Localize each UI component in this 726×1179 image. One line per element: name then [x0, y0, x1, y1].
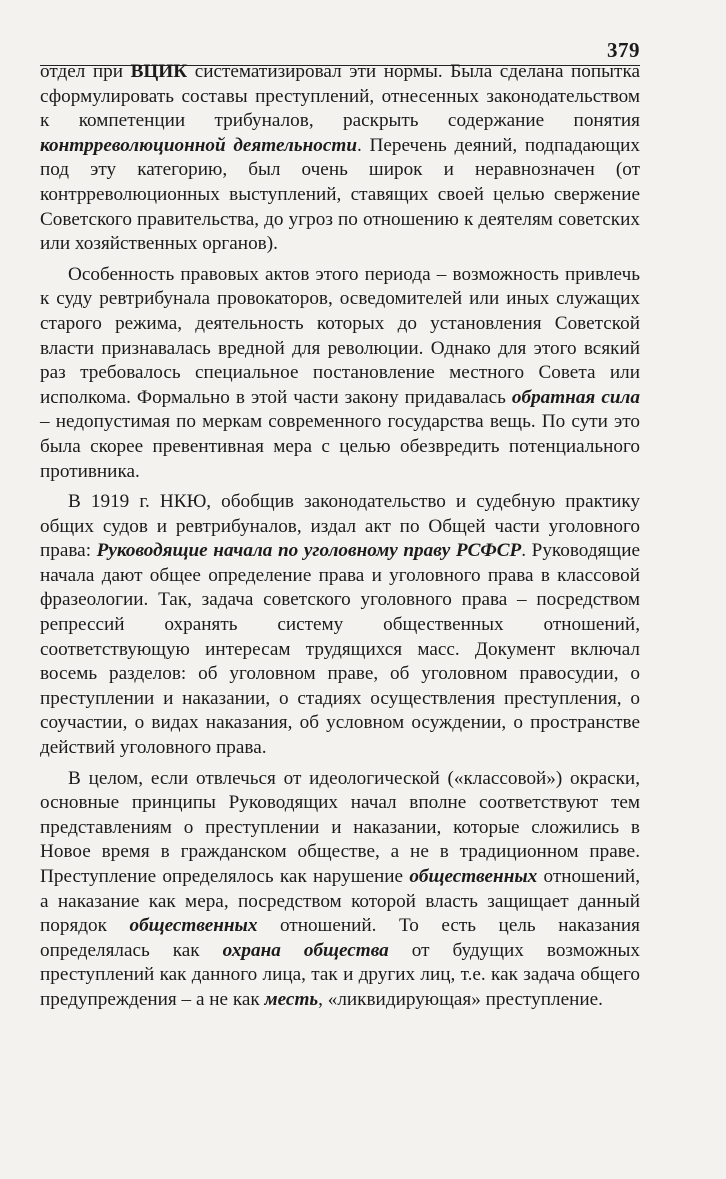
p4-text-2: отношений, а наказание как мера, посредством которой власть защищает данный порядок: [40, 866, 640, 937]
p1-emphasis-1: контрреволюционной деятельности: [40, 134, 357, 156]
page-number: 379: [607, 38, 640, 62]
p1-text-1: отдел при: [40, 61, 131, 82]
p2-emphasis-1: обратная сила: [511, 386, 640, 408]
body-text: [40, 60, 640, 1013]
p1-org-name: ВЦИК: [130, 61, 188, 82]
p4-emphasis-4: месть: [264, 988, 319, 1010]
p4-text-3: отношений. То есть цель наказания определялась как: [40, 915, 640, 961]
p4-text-4: от будущих возможных преступлений как данного лица, так и других лиц, т.е. как задача общего предупреждения – а не как: [40, 939, 640, 1010]
p2-text-1: Особенность правовых актов этого периода – возможность привлечь к суду ревтрибунала провокаторов, осведомителей или иных служащих старого режима, деятельность которых до установления Советской власти признавалась вредной для революции. Однако для этого всякий раз требовалось специальное постановление местного Совета или исполкома. Формально в этой части закону придавалась: [40, 263, 640, 408]
p3-text-2: . Руководящие начала дают общее определение права и уголовного права в классовой фразеологии. Так, задача советского уголовного права – посредством репрессий охранять систему общественных отношений, соответствующую интересам трудящихся масс. Документ включал восемь разделов: об уголовном праве, об уголовном правосудии, о преступлении и наказании, о стадиях осуществления преступления, о соучастии, о видах наказания, об условном осуждении, о пространстве действий уголовного права.: [40, 540, 640, 759]
p4-text-5: , «ликвидирующая» преступление.: [318, 988, 603, 1010]
paragraph-3: [40, 490, 640, 761]
p4-emphasis-2: общественных: [129, 915, 258, 937]
p2-text-2: – недопустимая по меркам современного государства вещь. По сути это была скорее превентивная мера с целью обезвредить потенциального противника.: [40, 411, 640, 482]
p3-text-1: В 1919 г. НКЮ, обобщив законодательство и судебную практику общих судов и ревтрибуналов, издал акт по Общей части уголовного права:: [40, 491, 640, 562]
p4-text-1: В целом, если отвлечься от идеологической («классовой») окраски, основные принципы Руководящих начал вполне соответствуют тем представлениям о преступлении и наказании, которые сложились в Новое время в гражданском обществе, а не в традиционном праве. Преступление определялось как нарушение: [40, 767, 640, 887]
p4-emphasis-3: охрана общества: [222, 939, 389, 961]
paragraph-1: [40, 60, 640, 257]
p1-text-2: систематизировал эти нормы. Была сделана попытка сформулировать составы преступлений, отнесенных законодательством к компетенции трибуналов, раскрыть содержание понятия: [40, 61, 640, 132]
p4-emphasis-1: общественных: [409, 866, 538, 887]
p3-emphasis-1: Руководящие начала по уголовному праву РСФСР: [96, 540, 522, 562]
paragraph-4: [40, 767, 640, 1013]
p1-text-3: . Перечень деяний, подпадающих под эту категорию, был очень широк и неравнозначен (от контрреволюционных выступлений, ставящих своей целью свержение Советского правительства, до угроз по отношению к деятелям советских или хозяйственных органов).: [40, 134, 640, 255]
paragraph-2: [40, 263, 640, 484]
